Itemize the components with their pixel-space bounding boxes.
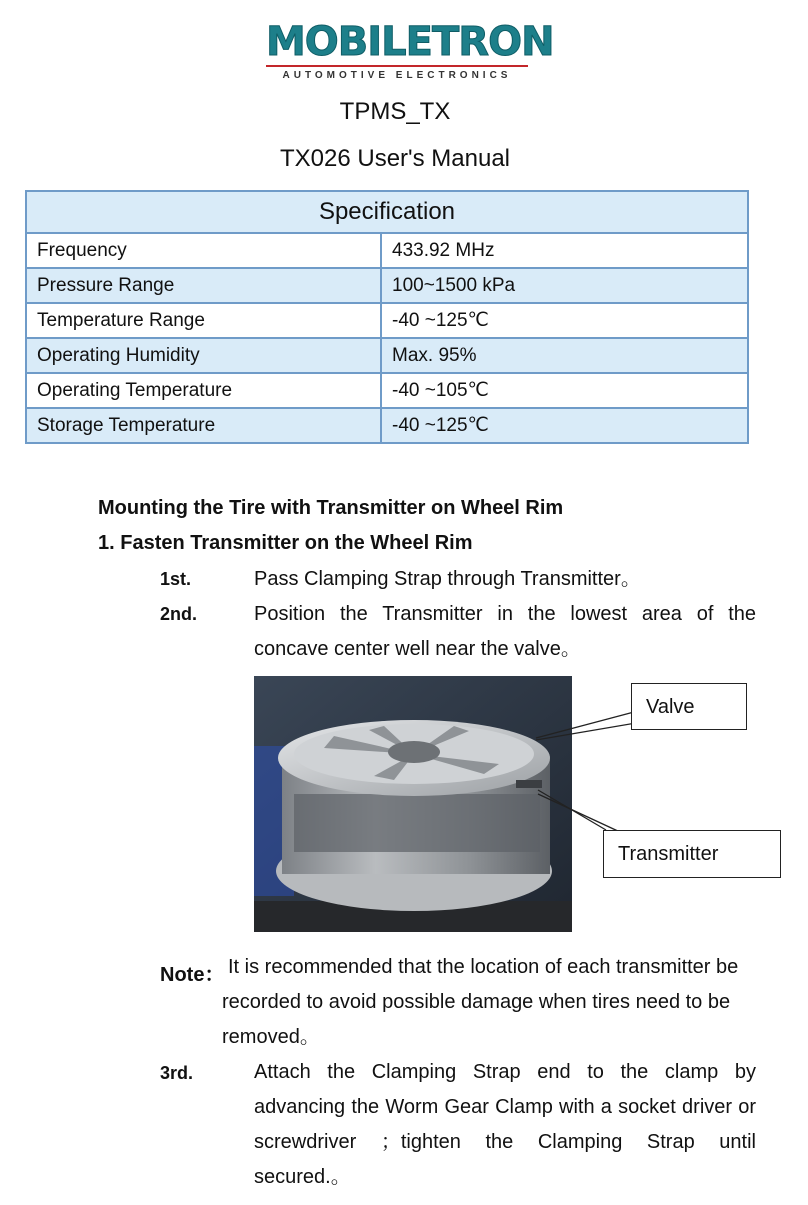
step-text-1st: Pass Clamping Strap through Transmitter。	[254, 568, 641, 590]
specification-table	[25, 190, 749, 444]
document-title: TPMS_TX	[339, 98, 451, 125]
spec-value: -40 ~105℃	[381, 373, 748, 408]
spec-label: Operating Humidity	[26, 338, 381, 373]
valve-leader-line-2	[536, 722, 642, 740]
spec-row	[26, 338, 748, 373]
spec-label: Pressure Range	[26, 268, 381, 303]
logo-rule	[266, 65, 528, 67]
document-subtitle: TX026 User's Manual	[279, 145, 510, 172]
brand-logo	[266, 19, 554, 81]
spec-label: Frequency	[26, 233, 381, 268]
spec-row	[26, 268, 748, 303]
spec-row	[26, 303, 748, 338]
valve-leader-line	[536, 712, 634, 738]
logo-wordmark: MOBILETRON	[266, 19, 554, 65]
wheel-rim-illustration	[254, 676, 572, 932]
step-heading: 1. Fasten Transmitter on the Wheel Rim	[98, 532, 473, 554]
step-label-3rd: 3rd.	[160, 1063, 194, 1083]
section-heading: Mounting the Tire with Transmitter on Wheel Rim	[98, 497, 564, 519]
spec-value: -40 ~125℃	[381, 303, 748, 338]
note-label: Note：	[160, 964, 225, 986]
spec-value: 100~1500 kPa	[381, 268, 748, 303]
spec-label: Operating Temperature	[26, 373, 381, 408]
spec-label: Temperature Range	[26, 303, 381, 338]
transmitter-callout: Transmitter	[603, 830, 781, 878]
note-text	[222, 950, 758, 1055]
valve-callout: Valve	[631, 683, 747, 730]
spec-table-heading: Specification	[26, 191, 748, 233]
step-label-2nd: 2nd.	[160, 604, 198, 624]
note-body: It is recommended that the location of each transmitter be recorded to avoid possible damage when tires need to be removed。	[222, 956, 739, 1048]
logo-tagline: AUTOMOTIVE ELECTRONICS	[282, 70, 512, 81]
step-label-1st: 1st.	[160, 569, 192, 589]
spec-row	[26, 408, 748, 443]
spec-row	[26, 233, 748, 268]
transmitter-leader-line-2	[538, 794, 620, 832]
spec-row	[26, 373, 748, 408]
step-text-2nd: Position the Transmitter in the lowest area of the concave center well near the valve。	[254, 603, 756, 660]
spec-value: -40 ~125℃	[381, 408, 748, 443]
spec-label: Storage Temperature	[26, 408, 381, 443]
spec-value: 433.92 MHz	[381, 233, 748, 268]
step-text-3rd: Attach the Clamping Strap end to the clamp by advancing the Worm Gear Clamp with a socket driver or screwdriver ；tighten the Clamping Strap until secured.。	[254, 1061, 756, 1188]
spec-value: Max. 95%	[381, 338, 748, 373]
wheel-rim-photo	[254, 676, 572, 932]
